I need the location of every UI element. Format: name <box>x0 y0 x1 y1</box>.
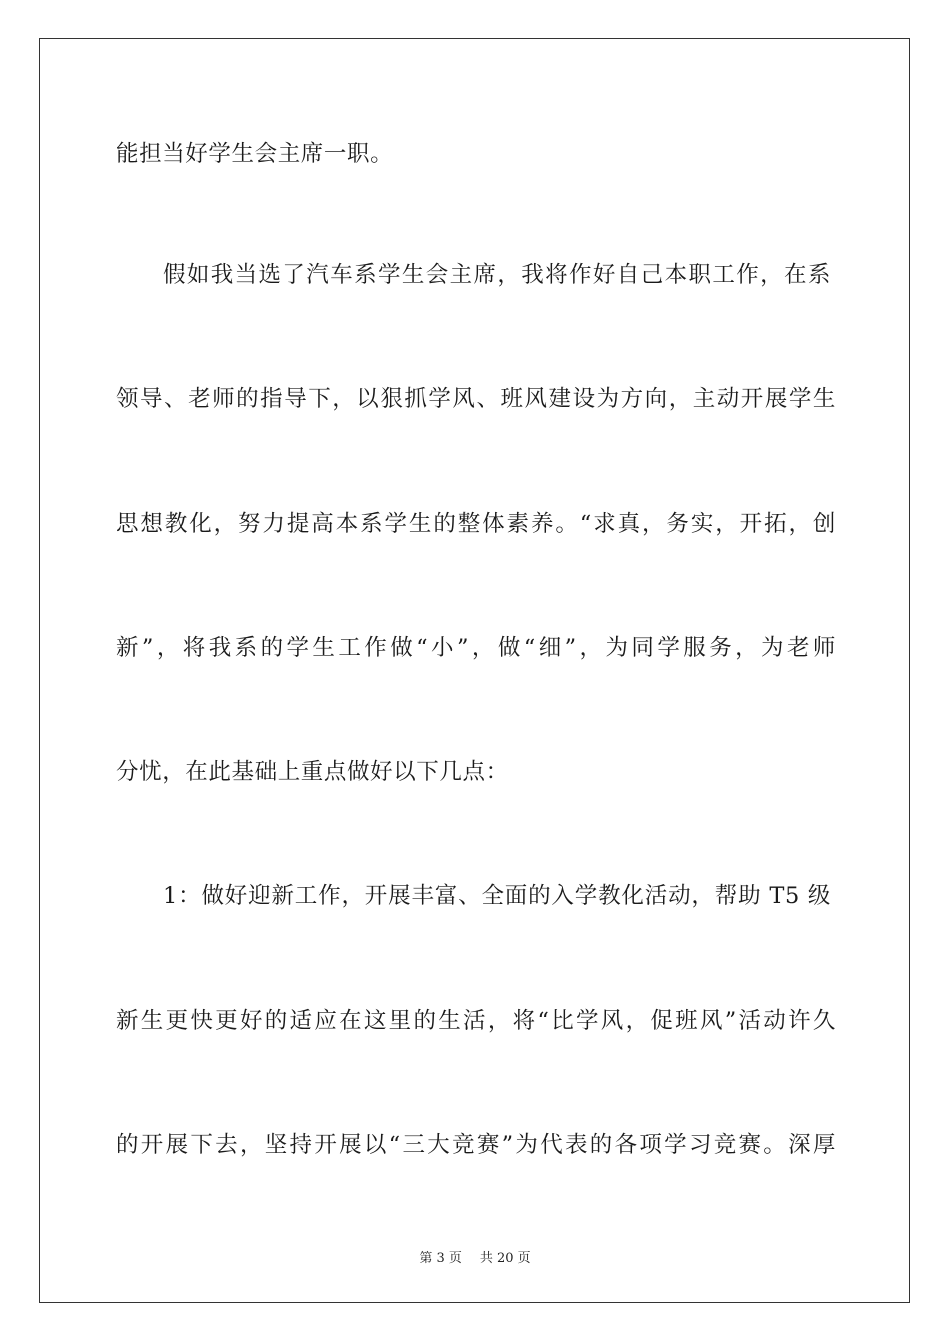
text-line-8: 新生更快更好的适应在这里的生活，将“比学风，促班风”活动许久 <box>116 1008 836 1034</box>
page-footer <box>0 1247 950 1266</box>
text-line-2: 假如我当选了汽车系学生会主席，我将作好自己本职工作，在系 <box>163 262 831 288</box>
page-total: 共 20 页 <box>479 1251 531 1266</box>
text-line-9: 的开展下去，坚持开展以“三大竞赛”为代表的各项学习竞赛。深厚 <box>116 1132 836 1158</box>
text-line-5: 新”，将我系的学生工作做“小”，做“细”，为同学服务，为老师 <box>116 635 836 661</box>
page-number: 第 3 页 <box>419 1251 462 1266</box>
text-line-1: 能担当好学生会主席一职。 <box>116 141 394 167</box>
text-line-6: 分忧，在此基础上重点做好以下几点： <box>116 759 509 785</box>
text-line-4: 思想教化，努力提高本系学生的整体素养。“求真，务实，开拓，创 <box>116 511 836 537</box>
text-line-7: 1：做好迎新工作，开展丰富、全面的入学教化活动，帮助 T5 级 <box>163 883 831 909</box>
text-line-3: 领导、老师的指导下，以狠抓学风、班风建设为方向，主动开展学生 <box>116 386 836 412</box>
page-border <box>39 38 910 1303</box>
